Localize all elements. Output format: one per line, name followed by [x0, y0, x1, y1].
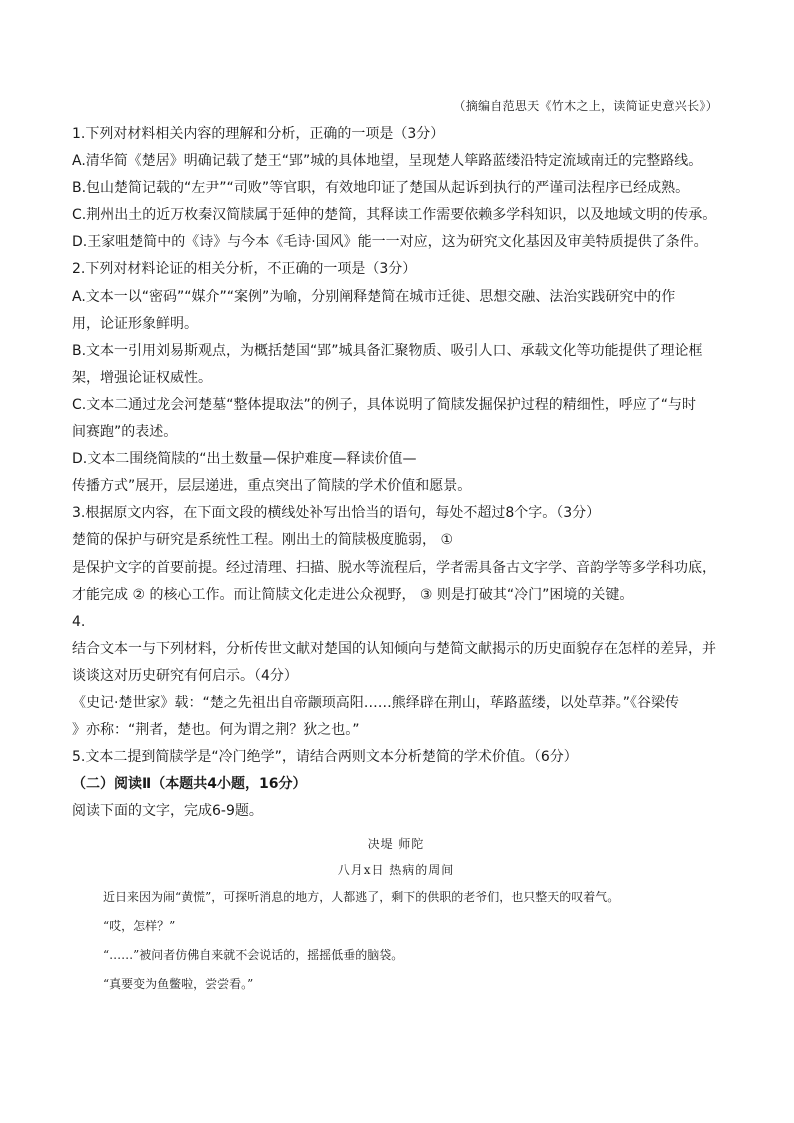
q2-option-c-line2: 间赛跑”的表述。: [72, 424, 178, 441]
q1-option-b: B.包山楚简记载的“左尹”“司败”等官职，有效地印证了楚国从起诉到执行的严谨司法程序已经成熟。: [72, 180, 690, 197]
q1-option-c: C.荆州出土的近万枚秦汉简牍属于延伸的楚简，其释读工作需要依赖多学科知识，以及地域文明的传承。: [72, 207, 717, 224]
source-note: （摘编自范思天《竹木之上，读简证史意兴长》）: [453, 99, 718, 113]
q2-option-b-line1: B.文本一引用刘易斯观点，为概括楚国“郢”城具备汇聚物质、吸引人口、承载文化等功能提供了理论框: [72, 342, 703, 359]
q4-stem-line2: 谈谈这对历史研究有何启示。（4分）: [72, 667, 298, 684]
q2-option-b-line2: 架，增强论证权威性。: [72, 369, 212, 386]
q2-stem: 2.下列对材料论证的相关分析，不正确的一项是（3分）: [72, 261, 417, 278]
story-paragraph: 近日来因为闹“黄慌”，可探听消息的地方，人都逃了，剩下的供职的老爷们，也只整天的叹着气。: [103, 890, 620, 904]
story-paragraph: “真要变为鱼鳖啦，尝尝看。”: [103, 977, 254, 991]
q3-passage-line2: 是保护文字的首要前提。经过清理、扫描、脱水等流程后，学者需具备古文字学、音韵学等多学科功底，: [72, 559, 716, 576]
story-paragraph: “哎，怎样？”: [103, 919, 176, 933]
story-excerpt: [72, 831, 720, 999]
section-heading: （二）阅读Ⅱ（本题共4小题，16分）: [72, 776, 307, 793]
questions-block: [72, 121, 720, 825]
q2-option-a-line1: A.文本一以“密码”“媒介”“案例”为喻，分别阐释楚简在城市迁徙、思想交融、法治实践研究中的作: [72, 288, 676, 305]
q4-stem-line1: 结合文本一与下列材料，分析传世文献对楚国的认知倾向与楚简文献揭示的历史面貌存在怎样的差异，并: [72, 640, 716, 657]
q4-quote-line2: 》亦称：“荆者，楚也。何为谓之荆？狄之也。”: [72, 722, 360, 739]
q2-option-d-line2: 传播方式”展开，层层递进，重点突出了简牍的学术价值和愿景。: [72, 478, 472, 495]
q3-stem: 3.根据原文内容，在下面文段的横线处补写出恰当的语句，每处不超过8个字。（3分）: [72, 505, 601, 522]
story-date-line: 八月x日 热病的周间: [337, 863, 455, 877]
q4-quote-line1: 《史记·楚世家》载：“楚之先祖出自帝颛顼高阳……熊绎辟在荆山，荜路蓝缕，以处草莽。”《谷梁传: [72, 694, 679, 711]
story-title: 决堤 师陀: [367, 837, 425, 851]
q4-number: 4.: [72, 613, 86, 630]
q3-passage-line3: 才能完成 ② 的核心工作。而让简牍文化走进公众视野， ③ 则是打破其“冷门”困境的关键。: [72, 586, 634, 603]
q1-option-a: A.清华简《楚居》明确记载了楚王“郢”城的具体地望，呈现楚人筚路蓝缕沿特定流域南迁的完整路线。: [72, 153, 703, 170]
q2-option-d-line1: D.文本二围绕简牍的“出土数量—保护难度—释读价值—: [72, 451, 417, 468]
q1-option-d: D.王家咀楚简中的《诗》与今本《毛诗·国风》能一一对应，这为研究文化基因及审美特质提供了条件。: [72, 234, 708, 251]
q3-passage-line1: 楚简的保护与研究是系统性工程。刚出土的简牍极度脆弱， ①: [72, 532, 453, 549]
q2-option-a-line2: 用，论证形象鲜明。: [72, 315, 198, 332]
story-paragraph: “……”被问者仿佛自来就不会说话的，摇摇低垂的脑袋。: [103, 948, 404, 962]
q1-stem: 1.下列对材料相关内容的理解和分析，正确的一项是（3分）: [72, 126, 445, 142]
q2-option-c-line1: C.文本二通过龙会河楚墓“整体提取法”的例子，具体说明了简牍发掘保护过程的精细性，呼应了“与时: [72, 396, 696, 413]
section-instruction: 阅读下面的文字，完成6-9题。: [72, 803, 263, 820]
q5-stem: 5.文本二提到简牍学是“冷门绝学”，请结合两则文本分析楚简的学术价值。（6分）: [72, 749, 578, 766]
